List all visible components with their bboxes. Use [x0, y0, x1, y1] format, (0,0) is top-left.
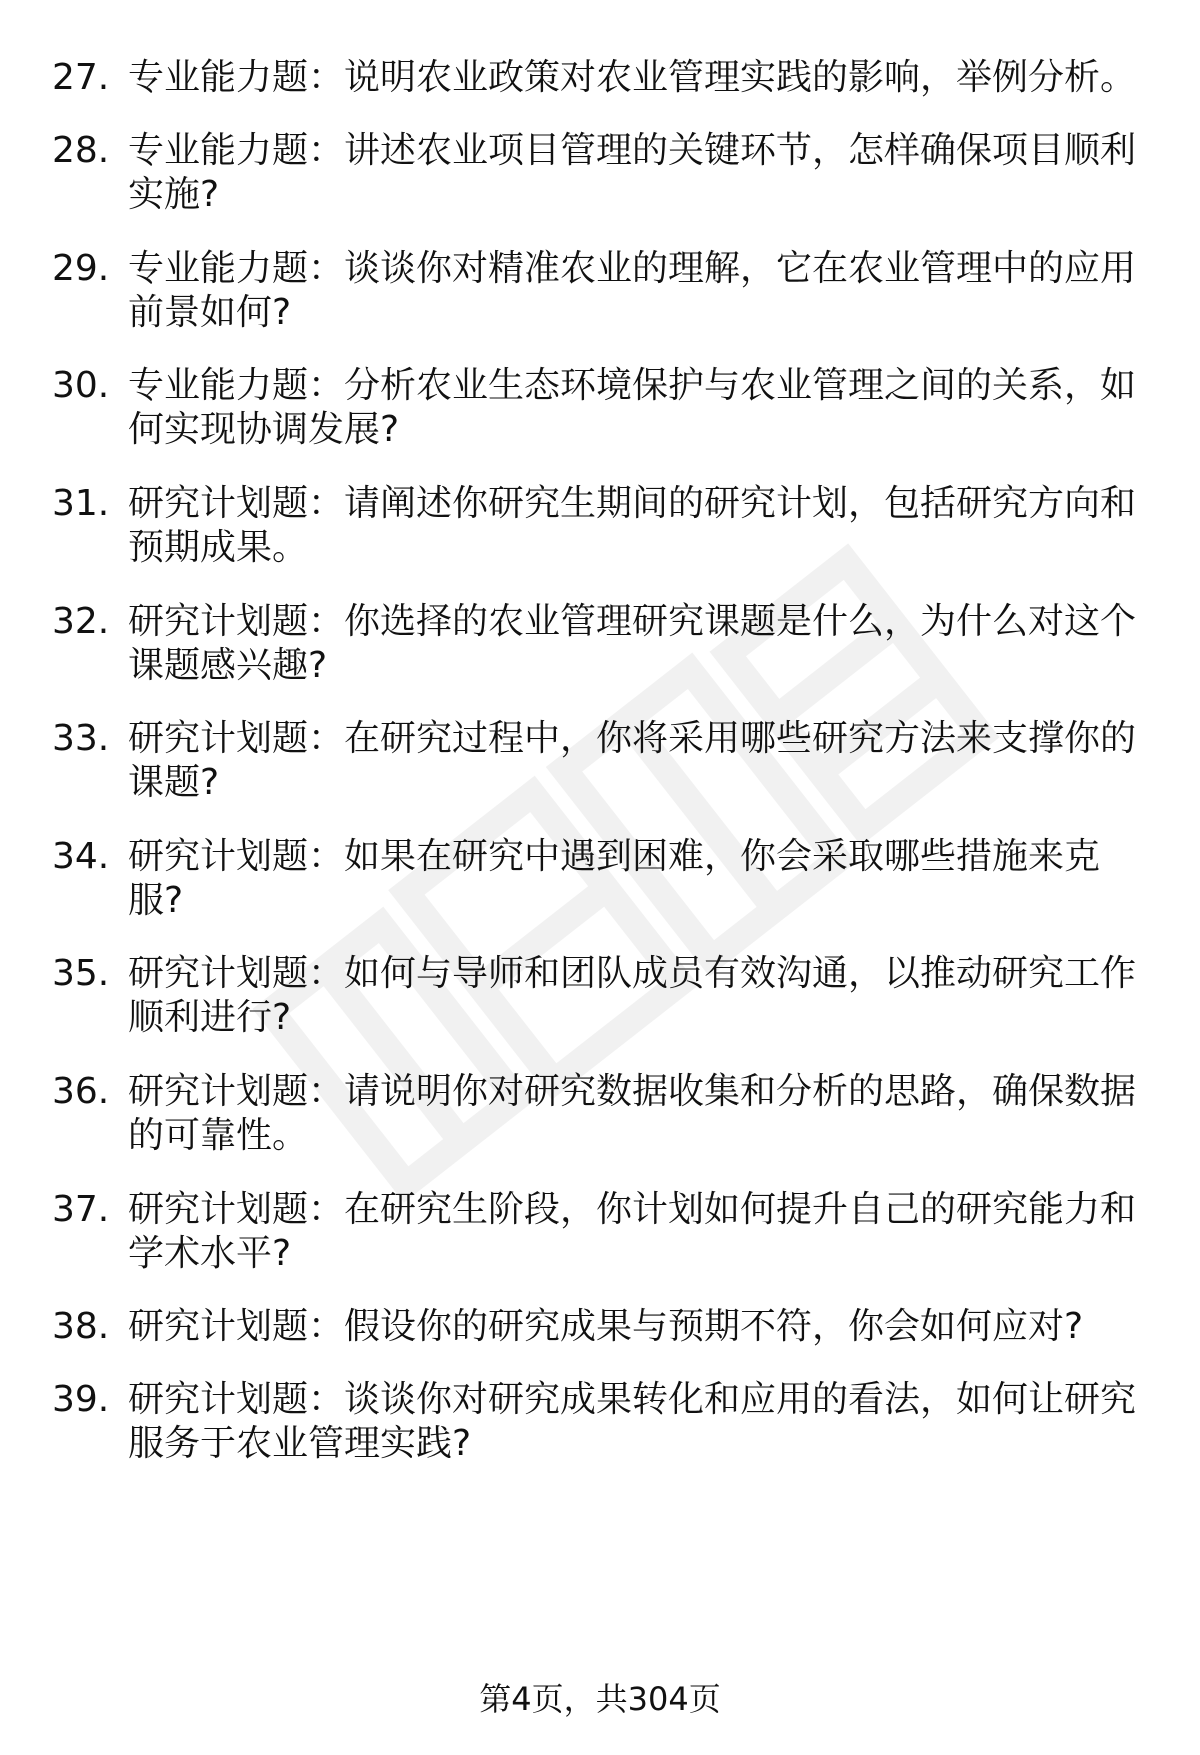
- question-body: [128, 247, 1143, 335]
- question-text: 谈谈你对精准农业的理解，它在农业管理中的应用前景如何?: [128, 248, 1137, 333]
- question-category: 研究计划题：: [128, 718, 345, 759]
- question-text: 如何与导师和团队成员有效沟通，以推动研究工作顺利进行?: [128, 953, 1137, 1038]
- question-body: [128, 1305, 1143, 1349]
- question-text: 如果在研究中遇到困难，你会采取哪些措施来克服?: [128, 836, 1101, 921]
- question-category: 研究计划题：: [128, 836, 345, 877]
- question-number: 35.: [52, 953, 110, 994]
- question-body: [128, 56, 1143, 100]
- question-number: 38.: [52, 1306, 110, 1347]
- question-text: 在研究生阶段，你计划如何提升自己的研究能力和学术水平?: [128, 1189, 1137, 1274]
- question-number: 36.: [52, 1071, 110, 1112]
- question-text: 请阐述你研究生期间的研究计划，包括研究方向和预期成果。: [128, 483, 1137, 568]
- question-number: 30.: [52, 365, 110, 406]
- question-number: 32.: [52, 601, 110, 642]
- question-category: 研究计划题：: [128, 1189, 345, 1230]
- question-number: 33.: [52, 718, 110, 759]
- question-category: 研究计划题：: [128, 1379, 345, 1420]
- page-number-footer: 第4页，共304页: [479, 1680, 721, 1718]
- question-body: [128, 835, 1143, 923]
- question-number: 27.: [52, 57, 110, 98]
- question-category: 研究计划题：: [128, 1071, 345, 1112]
- question-number: 29.: [52, 248, 110, 289]
- question-text: 在研究过程中，你将采用哪些研究方法来支撑你的课题?: [128, 718, 1137, 803]
- question-number: 37.: [52, 1189, 110, 1230]
- question-body: [128, 600, 1143, 688]
- question-category: 专业能力题：: [128, 57, 345, 98]
- question-text: 说明农业政策对农业管理实践的影响，举例分析。: [344, 57, 1137, 98]
- question-category: 研究计划题：: [128, 953, 345, 994]
- question-body: [128, 1378, 1143, 1466]
- question-body: [128, 482, 1143, 570]
- question-body: [128, 1188, 1143, 1276]
- question-text: 谈谈你对研究成果转化和应用的看法，如何让研究服务于农业管理实践?: [128, 1379, 1137, 1464]
- question-category: 专业能力题：: [128, 130, 345, 171]
- question-number: 31.: [52, 483, 110, 524]
- question-body: [128, 1070, 1143, 1158]
- question-text: 请说明你对研究数据收集和分析的思路，确保数据的可靠性。: [128, 1071, 1137, 1156]
- question-body: [128, 952, 1143, 1040]
- question-text: 讲述农业项目管理的关键环节，怎样确保项目顺利实施?: [128, 130, 1137, 215]
- question-text: 假设你的研究成果与预期不符，你会如何应对?: [344, 1306, 1084, 1347]
- question-body: [128, 129, 1143, 217]
- question-number: 39.: [52, 1379, 110, 1420]
- question-body: [128, 717, 1143, 805]
- question-number: 28.: [52, 130, 110, 171]
- question-category: 专业能力题：: [128, 365, 345, 406]
- question-category: 研究计划题：: [128, 483, 345, 524]
- question-category: 研究计划题：: [128, 1306, 345, 1347]
- question-number: 34.: [52, 836, 110, 877]
- question-category: 专业能力题：: [128, 248, 345, 289]
- question-body: [128, 364, 1143, 452]
- question-text: 分析农业生态环境保护与农业管理之间的关系，如何实现协调发展?: [128, 365, 1137, 450]
- question-category: 研究计划题：: [128, 601, 345, 642]
- question-text: 你选择的农业管理研究课题是什么，为什么对这个课题感兴趣?: [128, 601, 1137, 686]
